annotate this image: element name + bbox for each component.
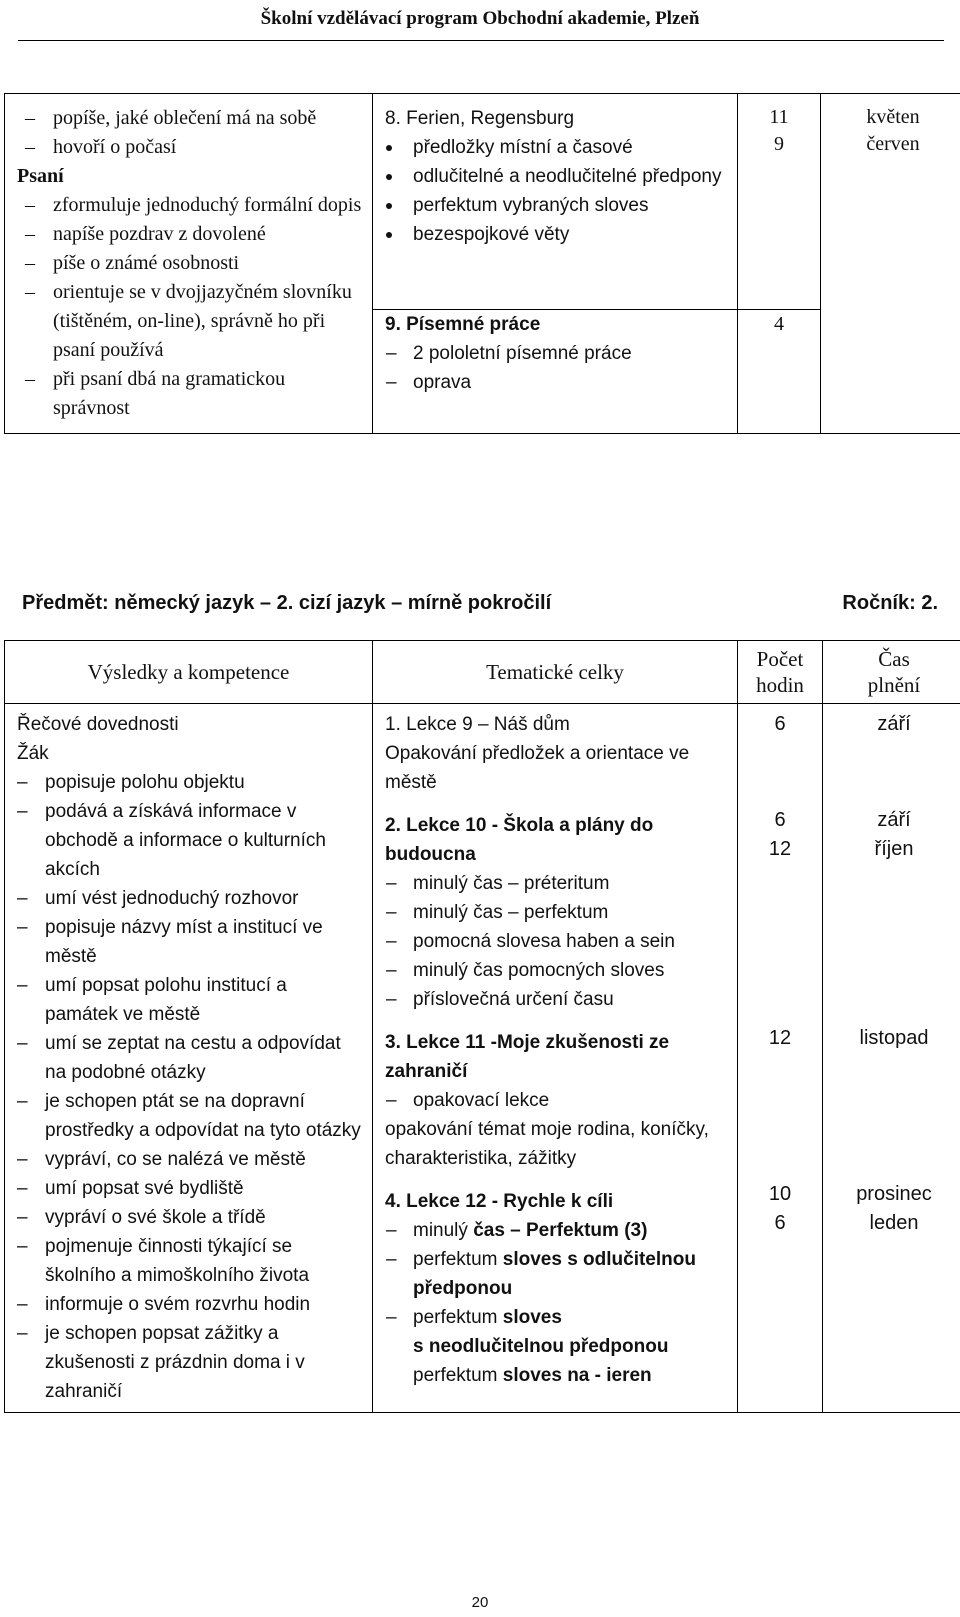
lesson-title: 2. Lekce 10 - Škola a plány do budoucna	[373, 811, 737, 869]
hours-group	[738, 806, 822, 1024]
topics-cell	[373, 704, 738, 1413]
list-item: – opakovací lekce	[373, 1086, 737, 1115]
subject-label: Předmět: německý jazyk – 2. cizí jazyk – mírně pokročilí	[22, 592, 551, 614]
month-value: září	[823, 710, 960, 739]
section-heading-writing: Psaní	[5, 162, 372, 191]
item-text-bold: sloves s odlučitelnou předponou	[413, 1249, 696, 1299]
item-text: perfektum	[413, 1307, 503, 1328]
list-item: – zformuluje jednoduchý formální dopis	[5, 191, 372, 220]
list-item	[373, 1216, 737, 1245]
subject-line	[22, 589, 938, 618]
list-item: – pojmenuje činnosti týkající se školního a mimoškolního života	[5, 1232, 372, 1290]
hours-value: 6	[738, 806, 822, 835]
section-heading-speaking: Řečové dovednosti	[5, 710, 372, 739]
month-value: leden	[823, 1209, 960, 1238]
month-value: červen	[821, 131, 960, 158]
month-value: květen	[821, 104, 960, 131]
header-line: hodin	[738, 672, 822, 698]
list-item: – hovoří o počasí	[5, 133, 372, 162]
item-text-bold: sloves na - ieren	[503, 1365, 652, 1386]
section-heading-student: Žák	[5, 739, 372, 768]
header-line: Počet	[738, 646, 822, 672]
item-text: perfektum	[413, 1249, 503, 1270]
list-item: – popíše, jaké oblečení má na sobě	[5, 104, 372, 133]
time-group	[823, 806, 960, 1024]
time-group	[823, 1180, 960, 1238]
lesson-3	[373, 1028, 737, 1173]
page-header: Školní vzdělávací program Obchodní akademie, Plzeň	[0, 4, 960, 33]
lesson-title: 1. Lekce 9 – Náš dům	[373, 710, 737, 739]
list-item: odlučitelné a neodlučitelné předpony	[373, 162, 737, 191]
lesson-4	[373, 1187, 737, 1390]
lesson-2	[373, 811, 737, 1014]
hours-group	[738, 1180, 822, 1238]
list-item: – je schopen popsat zážitky a zkušenosti z prázdnin doma i v zahraničí	[5, 1319, 372, 1406]
list-item	[373, 1303, 737, 1390]
list-item: – napíše pozdrav z dovolené	[5, 220, 372, 249]
grade-label: Ročník: 2.	[842, 589, 938, 618]
list-item: – příslovečná určení času	[373, 985, 737, 1014]
hours-value: 12	[738, 1024, 822, 1053]
lesson-title: 3. Lekce 11 -Moje zkušenosti ze zahraničí	[373, 1028, 737, 1086]
hours-cell	[738, 94, 821, 310]
lesson-text: opakování témat moje rodina, koníčky, charakteristika, zážitky	[373, 1115, 737, 1173]
list-item: – umí popsat polohu institucí a památek ve městě	[5, 971, 372, 1029]
lesson-text: Opakování předložek a orientace ve městě	[373, 739, 737, 797]
item-text: perfektum	[413, 1365, 503, 1386]
hours-value: 4	[738, 310, 820, 339]
list-item: – umí se zeptat na cestu a odpovídat na podobné otázky	[5, 1029, 372, 1087]
hours-value: 6	[738, 710, 822, 739]
column-header-topics: Tematické celky	[373, 641, 738, 704]
item-text-bold: s neodlučitelnou předponou	[413, 1336, 668, 1357]
list-item: – popisuje názvy míst a institucí ve městě	[5, 913, 372, 971]
month-value: prosinec	[823, 1180, 960, 1209]
list-item: – je schopen ptát se na dopravní prostředky a odpovídat na tyto otázky	[5, 1087, 372, 1145]
page-number: 20	[0, 1588, 960, 1617]
hours-group	[738, 1024, 822, 1180]
item-text: minulý	[413, 1220, 473, 1241]
hours-group	[738, 710, 822, 806]
table-header-row	[5, 641, 960, 704]
list-item: – při psaní dbá na gramatickou správnost	[5, 365, 372, 423]
time-group	[823, 710, 960, 806]
hours-cell	[738, 704, 823, 1413]
results-cell	[5, 94, 373, 434]
list-item: perfektum vybraných sloves	[373, 191, 737, 220]
column-header-hours	[738, 641, 823, 704]
hours-value: 9	[738, 131, 820, 158]
topic-title: 8. Ferien, Regensburg	[373, 104, 737, 133]
list-item	[373, 1245, 737, 1303]
hours-value: 6	[738, 1209, 822, 1238]
list-item: – orientuje se v dvojjazyčném slovníku (tištěném, on-line), správně ho při psaní používá	[5, 278, 372, 365]
curriculum-table-continued	[4, 93, 960, 434]
header-line: Čas	[823, 646, 960, 672]
time-cell	[823, 704, 960, 1413]
list-item: – vypráví o své škole a třídě	[5, 1203, 372, 1232]
list-item: – 2 pololetní písemné práce	[373, 339, 737, 368]
topic-cell	[373, 94, 738, 310]
hours-value: 11	[738, 104, 820, 131]
list-item: – umí popsat své bydliště	[5, 1174, 372, 1203]
header-divider	[18, 40, 944, 41]
item-text-bold: čas – Perfektum (3)	[473, 1220, 647, 1241]
list-item: – minulý čas pomocných sloves	[373, 956, 737, 985]
curriculum-table	[4, 640, 960, 1413]
list-item: – vypráví, co se nalézá ve městě	[5, 1145, 372, 1174]
hours-value: 10	[738, 1180, 822, 1209]
table-row	[5, 704, 960, 1413]
list-item: – minulý čas – préteritum	[373, 869, 737, 898]
list-item: – informuje o svém rozvrhu hodin	[5, 1290, 372, 1319]
time-group	[823, 1024, 960, 1180]
column-header-results: Výsledky a kompetence	[5, 641, 373, 704]
time-cell	[821, 94, 960, 434]
month-value: listopad	[823, 1024, 960, 1053]
list-item: – umí vést jednoduchý rozhovor	[5, 884, 372, 913]
list-item: – podává a získává informace v obchodě a informace o kulturních akcích	[5, 797, 372, 884]
header-line: plnění	[823, 672, 960, 698]
list-item: – oprava	[373, 368, 737, 397]
topic-cell	[373, 309, 738, 433]
list-item: – minulý čas – perfektum	[373, 898, 737, 927]
month-value: říjen	[823, 835, 960, 864]
results-cell	[5, 704, 373, 1413]
topic-title: 9. Písemné práce	[373, 310, 737, 339]
item-text-bold: sloves	[503, 1307, 562, 1328]
month-value: září	[823, 806, 960, 835]
list-item: – pomocná slovesa haben a sein	[373, 927, 737, 956]
list-item: předložky místní a časové	[373, 133, 737, 162]
lesson-1	[373, 710, 737, 797]
column-header-time	[823, 641, 960, 704]
list-item: – popisuje polohu objektu	[5, 768, 372, 797]
list-item: – píše o známé osobnosti	[5, 249, 372, 278]
hours-cell	[738, 309, 821, 433]
list-item: bezespojkové věty	[373, 220, 737, 249]
lesson-title: 4. Lekce 12 - Rychle k cíli	[373, 1187, 737, 1216]
hours-value: 12	[738, 835, 822, 864]
table-row	[5, 94, 960, 310]
